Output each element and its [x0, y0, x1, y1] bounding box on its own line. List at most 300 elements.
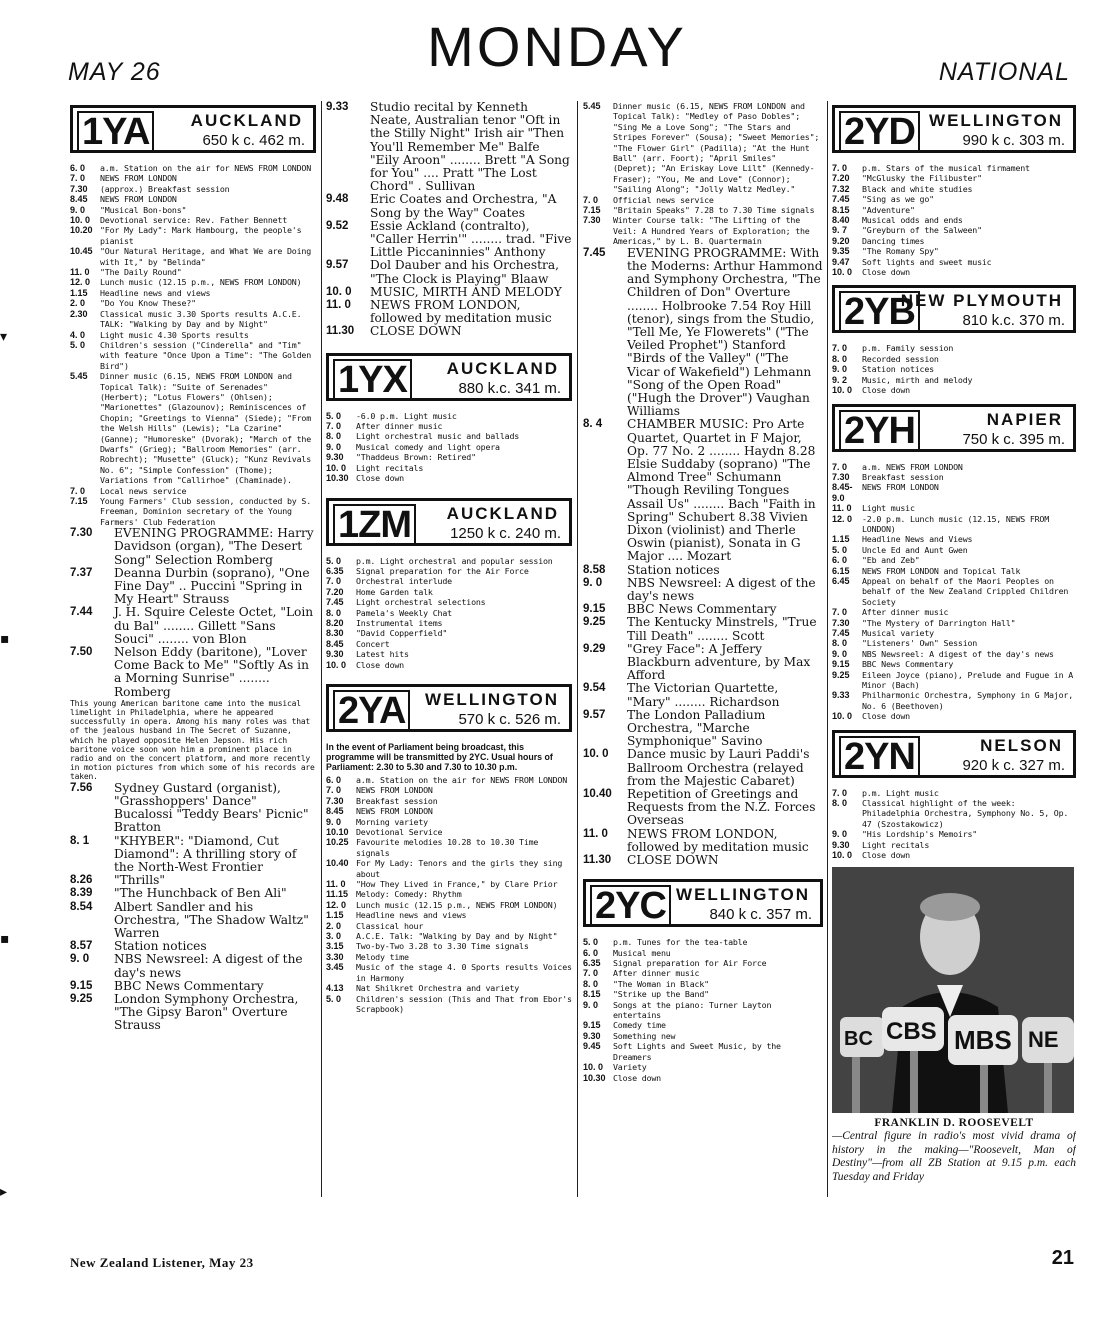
entry-time: 7.44	[70, 606, 93, 619]
entry-time: 12. 0	[70, 277, 91, 288]
schedule-entry	[70, 173, 316, 183]
schedule-entry	[70, 298, 316, 308]
schedule-2yn	[832, 788, 1076, 861]
entry-description: p.m. Light orchestral and popular session	[356, 555, 553, 566]
schedule-entry	[326, 796, 572, 806]
station-frequency: 810 k.c. 370 m.	[962, 312, 1065, 330]
schedule-entry	[832, 690, 1076, 711]
entry-description: Local news service	[100, 485, 187, 496]
mic-label: NE	[1028, 1026, 1059, 1052]
entry-time: 9.30	[832, 839, 850, 850]
entry-description: MUSIC, MIRTH AND MELODY	[370, 284, 562, 299]
schedule-entry	[326, 900, 572, 910]
schedule-entry	[583, 968, 823, 978]
schedule-entry	[326, 952, 572, 962]
station-city: AUCKLAND	[190, 111, 303, 130]
entry-description: Recorded session	[862, 353, 939, 364]
entry-description: Musical menu	[613, 947, 671, 958]
column-divider	[321, 101, 322, 1197]
entry-description: p.m. Family session	[862, 343, 954, 354]
entry-time: 6.35	[583, 958, 601, 969]
entry-time: 10.30	[326, 473, 349, 484]
entry-time: 9. 0	[583, 576, 603, 589]
entry-time: 7.45	[326, 597, 344, 608]
entry-time: 9. 0	[70, 204, 86, 215]
entry-description: Station notices	[114, 939, 207, 954]
schedule-entry	[832, 225, 1076, 235]
column-divider	[827, 101, 828, 1197]
entry-time: 6.15	[832, 565, 850, 576]
entry-description: NEWS FROM LONDON and Topical Talk	[862, 565, 1021, 576]
entry-time: 10.40	[583, 788, 612, 801]
entry-description: Signal preparation for the Air Force	[356, 565, 529, 576]
schedule-1ya-night	[326, 101, 572, 339]
entry-description: NEWS FROM LONDON, followed by meditation music	[627, 826, 809, 854]
schedule-entry	[70, 246, 316, 267]
station-header-2yh	[832, 404, 1076, 452]
schedule-entry	[326, 775, 572, 785]
entry-time: 2. 0	[326, 920, 342, 931]
entry-time: 9.35	[832, 246, 850, 257]
entry-description: After dinner music	[613, 968, 700, 979]
entry-description: Deanna Durbin (soprano), "One Fine Day" .. Puccini "Spring in My Heart" Strauss	[114, 565, 310, 607]
schedule-entry	[326, 566, 572, 576]
schedule-entry	[326, 817, 572, 827]
entry-time: 9.30	[326, 649, 344, 660]
entry-description: Close down	[356, 659, 404, 670]
schedule-entry	[70, 953, 316, 979]
schedule-entry	[832, 215, 1076, 225]
entry-time: 7. 0	[583, 968, 599, 979]
entry-time: 5.45	[583, 101, 601, 111]
margin-mark: ▾	[0, 329, 8, 345]
entry-time: 7.37	[70, 566, 93, 579]
entry-description: London Symphony Orchestra, "The Gipsy Baron" Overture Strauss	[114, 991, 299, 1033]
margin-mark: ▪	[0, 631, 10, 647]
entry-time: 7.45	[583, 246, 606, 259]
mic-label: MBS	[954, 1024, 1012, 1055]
entry-time: 9.33	[832, 690, 850, 701]
entry-description: Young Farmers' Club session, conducted by S. Freeman, Dominion secretary of the Young Farmers' Club Federation	[100, 496, 311, 527]
schedule-entry	[326, 556, 572, 566]
column-4	[832, 101, 1076, 1197]
entry-description: a.m. Station on the air for NEWS FROM LONDON	[100, 163, 311, 173]
entry-time: 3.30	[326, 951, 344, 962]
entry-time: 10. 0	[832, 850, 853, 861]
schedule-entry	[832, 462, 1076, 472]
entry-time: 8.20	[326, 617, 344, 628]
entry-time: 6. 0	[583, 947, 599, 958]
entry-description: Soft lights and sweet music	[862, 256, 992, 267]
entry-description: BBC News Commentary	[862, 659, 954, 670]
entry-time: 6. 0	[832, 555, 848, 566]
entry-description: "Thaddeus Brown: Retired"	[356, 452, 476, 463]
entry-description: Studio recital by Kenneth Neate, Australian tenor "Oft in the Stilly Night" Irish air "Then You'll Remember Me" Balfe "Eily Aroon" ........ Brett "A Song for You" .... Pratt "The Lost Chord" . Sullivan	[370, 101, 570, 194]
schedule-2yc	[583, 937, 823, 1083]
schedule-entry	[583, 205, 823, 215]
schedule-entry	[832, 163, 1076, 173]
schedule-entry	[832, 555, 1076, 565]
footer-magazine: New Zealand Listener, May 23	[70, 1255, 254, 1270]
entry-time: 7.45	[832, 194, 850, 205]
photo-caption	[832, 1117, 1076, 1185]
schedule-entry	[832, 236, 1076, 246]
schedule-entry	[70, 646, 316, 699]
entry-time: 2. 0	[70, 298, 86, 309]
entry-time: 7.15	[70, 496, 88, 506]
entry-time: 8. 0	[832, 798, 848, 809]
entry-time: 9. 7	[832, 225, 848, 236]
schedule-entry	[583, 948, 823, 958]
schedule-entry	[832, 194, 1076, 204]
schedule-entry	[326, 463, 572, 473]
schedule-entry	[70, 184, 316, 194]
entry-time: 7.30	[583, 215, 601, 226]
schedule-entry	[832, 788, 1076, 798]
entry-description: Close down	[862, 850, 910, 861]
schedule-entry	[70, 835, 316, 875]
entry-time: 7. 0	[326, 576, 342, 587]
entry-time: 7. 0	[583, 194, 599, 205]
schedule-entry	[832, 659, 1076, 669]
entry-description: "David Copperfield"	[356, 628, 448, 639]
station-call: 2YB	[839, 291, 920, 333]
schedule-2yd	[832, 163, 1076, 277]
entry-description: "The Daily Round"	[100, 267, 182, 278]
entry-description: Music of the stage 4. 0 Sports results Voices in Harmony	[356, 962, 572, 983]
schedule-entry	[583, 709, 823, 749]
entry-time: 8. 0	[326, 431, 342, 442]
entry-time: 9.45	[583, 1041, 601, 1052]
entry-description: "Strike up the Band"	[613, 989, 709, 1000]
entry-time: 9.57	[326, 259, 349, 272]
schedule-entry	[70, 486, 316, 496]
schedule-entry	[832, 618, 1076, 628]
schedule-1ya-day	[70, 163, 316, 527]
entry-description: (approx.) Breakfast session	[100, 183, 230, 194]
entry-time: 5. 0	[583, 937, 599, 948]
entry-time: 8.39	[70, 887, 93, 900]
entry-description: Songs at the piano: Turner Layton entertains	[613, 999, 772, 1021]
entry-time: 9. 0	[70, 953, 90, 966]
entry-description: a.m. NEWS FROM LONDON	[862, 461, 963, 472]
entry-description: Children's session ("Cinderella" and "Tim" with feature "Once Upon a Time": "The Golden Bird")	[100, 339, 311, 371]
entry-description: "The Romany Spy"	[862, 246, 939, 257]
entry-time: 5. 0	[326, 410, 342, 421]
entry-time: 9.54	[583, 682, 606, 695]
schedule-entry	[70, 901, 316, 941]
entry-description: Lunch music (12.15 p.m., NEWS FROM LONDON)	[100, 277, 302, 288]
schedule-entry	[832, 649, 1076, 659]
schedule-entry	[832, 829, 1076, 839]
entry-description: Black and white studies	[862, 183, 973, 194]
entry-description: Music, mirth and melody	[862, 374, 973, 385]
schedule-entry	[326, 639, 572, 649]
entry-time: 11. 0	[832, 503, 852, 514]
schedule-entry	[326, 941, 572, 951]
station-frequency: 570 k c. 526 m.	[458, 710, 561, 728]
entry-description: NEWS FROM LONDON	[356, 785, 433, 796]
parliament-note: In the event of Parliament being broadcast, this programme will be transmitted by 2YC. Usual hours of Parliament: 2.30 to 5.30 and 7.30 to 10.30 p.m.	[326, 741, 553, 772]
schedule-entry	[832, 670, 1076, 691]
entry-time: 9. 0	[326, 816, 342, 827]
station-city: NAPIER	[986, 409, 1063, 429]
entry-description: "Our Natural Heritage, and What We are Doing with It," by "Belinda"	[100, 246, 311, 267]
schedule-entry	[326, 421, 572, 431]
entry-time: 9.30	[583, 1030, 601, 1041]
entry-description: Light recitals	[862, 839, 930, 850]
entry-description: "Do You Know These?"	[100, 298, 196, 309]
schedule-entry	[326, 931, 572, 941]
schedule-entry	[326, 101, 572, 193]
schedule-entry	[583, 854, 823, 867]
entry-description: Repetition of Greetings and Requests from the N.Z. Forces Overseas	[627, 787, 816, 828]
entry-time: 11. 0	[326, 879, 346, 890]
station-call: 2YH	[839, 410, 920, 452]
entry-description: NEWS FROM LONDON	[100, 173, 177, 184]
entry-time: 9. 0	[832, 364, 848, 375]
schedule-2ya	[326, 775, 572, 1014]
schedule-entry	[832, 267, 1076, 277]
station-call: 1YA	[77, 111, 154, 153]
schedule-entry	[832, 385, 1076, 395]
entry-time: 9.33	[326, 101, 349, 113]
schedule-entry	[326, 962, 572, 983]
schedule-1yx	[326, 411, 572, 484]
station-frequency: 990 k c. 303 m.	[962, 132, 1065, 149]
roosevelt-photo	[832, 867, 1074, 1113]
entry-time: 7. 0	[832, 607, 848, 618]
schedule-entry	[326, 889, 572, 899]
schedule-entry	[832, 628, 1076, 638]
entry-description: J. H. Squire Celeste Octet, "Loin du Bal" ........ Gillett "Sans Souci" ........ von Blon	[114, 605, 314, 646]
entry-description: Musical variety	[862, 628, 934, 638]
entry-description: Children's session (This and That from Ebor's Scrapbook)	[356, 993, 572, 1014]
schedule-entry	[326, 858, 572, 879]
entry-time: 7. 0	[326, 421, 342, 432]
entry-description: Home Garden talk	[356, 586, 433, 597]
station-frequency: 880 k.c. 341 m.	[458, 379, 561, 397]
schedule-entry	[70, 567, 316, 607]
entry-description: -2.0 p.m. Lunch music (12.15, NEWS FROM LONDON)	[862, 513, 1050, 534]
entry-time: 10.10	[326, 827, 349, 837]
entry-time: 7.56	[70, 781, 93, 794]
schedule-entry	[583, 616, 823, 642]
schedule-entry	[70, 371, 316, 485]
entry-time: 9.57	[583, 708, 606, 721]
station-call: 2YA	[333, 690, 410, 732]
entry-time: 7.30	[832, 617, 850, 628]
schedule-entry	[832, 545, 1076, 555]
entry-description: BBC News Commentary	[627, 602, 777, 617]
entry-time: 7.20	[832, 173, 850, 184]
entry-time: 9. 0	[832, 648, 848, 659]
schedule-2yb	[832, 343, 1076, 395]
entry-description: Comedy time	[613, 1020, 666, 1031]
entry-time: 7.15	[583, 205, 601, 216]
schedule-2ya-evening	[583, 247, 823, 868]
entry-time: 6. 0	[70, 163, 86, 173]
entry-time: 9.25	[583, 616, 606, 629]
schedule-entry	[326, 325, 572, 338]
schedule-entry	[70, 527, 316, 567]
entry-time: 10. 0	[832, 267, 853, 278]
entry-time: 9.15	[583, 1020, 601, 1031]
entry-time: 7.32	[832, 183, 850, 194]
entry-time: 1.15	[70, 287, 88, 298]
schedule-entry	[70, 277, 316, 287]
entry-description: Instrumental items	[356, 617, 443, 628]
entry-time: 1.15	[832, 534, 850, 545]
entry-time: 9.48	[326, 193, 349, 206]
entry-description: Essie Ackland (contralto), "Caller Herrin'" ........ trad. "Five Little Piccaninnies" Anthony	[370, 218, 572, 260]
schedule-entry	[326, 837, 572, 858]
entry-time: 8. 0	[832, 638, 848, 649]
station-call: 2YD	[839, 111, 920, 153]
schedule-entry	[326, 473, 572, 483]
schedule-entry	[832, 534, 1076, 544]
entry-description: Dinner music (6.15, NEWS FROM LONDON and Topical Talk): "Medley of Paso Dobles"; "Sing Me a Love Song"; "The Stars and Stripes Forever" (Sousa); "Sweet Memories"; "The Flower Girl" (Padilla); "At the Hunt Ball" (arr. Foort); "April Smiles" (Depret); "An Eriskay Love Lilt" (Kennedy-Fraser); "You, Me and Love" (Connor); "Sailing Along"; "Jolly Waltz Medley."	[613, 101, 820, 195]
entry-time: 8.57	[70, 940, 93, 953]
schedule-entry	[832, 482, 1076, 503]
entry-description: Lunch music (12.15 p.m., NEWS FROM LONDON)	[356, 899, 558, 910]
entry-time: 7. 0	[70, 173, 86, 184]
station-header-2yb	[832, 285, 1076, 333]
entry-time: 8. 4	[583, 418, 603, 431]
entry-description: Something new	[613, 1030, 676, 1041]
caption-text: —Central figure in radio's most vivid drama of history in the making—"Roosevelt, Man of Destiny"—from all ZB Station at 9.15 p.m. each Tuesday and Friday	[832, 1130, 1076, 1183]
schedule-entry	[832, 798, 1076, 829]
schedule-entry	[583, 937, 823, 947]
entry-description: Two-by-Two 3.28 to 3.30 Time signals	[356, 941, 529, 952]
schedule-entry	[832, 576, 1076, 607]
entry-time: 7. 0	[832, 163, 848, 173]
column-divider	[577, 101, 578, 1197]
entry-time: 10. 0	[70, 215, 91, 226]
entry-description: Light recitals	[356, 462, 424, 473]
station-frequency: 920 k c. 327 m.	[962, 756, 1065, 774]
entry-description: Eric Coates and Orchestra, "A Song by the Way" Coates	[370, 192, 557, 220]
schedule-entry	[832, 257, 1076, 267]
entry-description: Uncle Ed and Aunt Gwen	[862, 544, 968, 555]
schedule-entry	[583, 828, 823, 854]
entry-description: Breakfast session	[356, 795, 438, 806]
entry-description: Close down	[613, 1072, 661, 1083]
station-call: 2YC	[590, 885, 671, 927]
schedule-entry	[583, 788, 823, 828]
schedule-2ya-dinner	[583, 101, 823, 247]
entry-time: 6.45	[832, 575, 850, 586]
schedule-entry	[70, 163, 316, 173]
entry-time: 7.30	[70, 183, 88, 194]
entry-description: Melody: Comedy: Rhythm	[356, 889, 462, 900]
schedule-entry	[70, 980, 316, 993]
schedule-entry	[583, 101, 823, 195]
entry-description: Musical odds and ends	[862, 215, 963, 226]
mic-label: BC	[844, 1027, 873, 1050]
schedule-entry	[70, 340, 316, 371]
entry-time: 5. 0	[832, 544, 848, 555]
schedule-entry	[832, 354, 1076, 364]
entry-time: 9.30	[326, 452, 344, 463]
entry-description: Headline News and Views	[862, 534, 973, 545]
entry-description: "For My Lady": Mark Hambourg, the people's pianist	[100, 225, 302, 246]
entry-description: CHAMBER MUSIC: Pro Arte Quartet, Quartet in F Major, Op. 77 No. 2 ........ Haydn 8.28 Elsie Suddaby (soprano) "The Almond Tree" Schumann "Though Reviling Tongues Assail Us" ........ Bach "Faith in Spring" Schubert 8.38 Vivien Dixon (violinist) and Therle Oswin (pianist), Sonata in G Major .... Mozart	[627, 417, 816, 564]
entry-time: 10. 0	[326, 285, 352, 298]
entry-description: NEWS FROM LONDON	[356, 806, 433, 817]
schedule-entry	[832, 840, 1076, 850]
entry-time: 5. 0	[326, 555, 342, 566]
entry-description: The Victorian Quartette, "Mary" ........ Richardson	[627, 681, 780, 709]
entry-description: Light orchestral selections	[356, 597, 486, 608]
schedule-entry	[70, 330, 316, 340]
entry-description: "Adventure"	[862, 204, 915, 215]
entry-time: 7. 0	[832, 461, 848, 472]
entry-description: "KHYBER": "Diamond, Cut Diamond": A thrilling story of the North-West Frontier	[114, 833, 297, 874]
schedule-entry	[326, 910, 572, 920]
schedule-entry	[326, 785, 572, 795]
entry-description: Philharmonic Orchestra, Symphony in G Major, No. 6 (Beethoven)	[862, 690, 1073, 711]
entry-description: NBS Newsreel: A digest of the day's news	[862, 648, 1054, 659]
entry-time: 7.20	[326, 586, 344, 597]
entry-description: "Thrills"	[114, 873, 165, 888]
entry-description: Variety	[613, 1062, 647, 1073]
schedule-entry	[832, 566, 1076, 576]
schedule-entry	[326, 587, 572, 597]
schedule-entry	[326, 921, 572, 931]
entry-description: Morning variety	[356, 816, 428, 827]
schedule-entry	[326, 660, 572, 670]
entry-time: 3. 0	[326, 931, 342, 942]
entry-description: "The Woman in Black"	[613, 978, 709, 989]
schedule-entry	[583, 1062, 823, 1072]
entry-description: Orchestral interlude	[356, 576, 452, 587]
station-header-1ya	[70, 105, 316, 153]
entry-time: 3.15	[326, 941, 344, 952]
entry-description: NEWS FROM LONDON, followed by meditation music	[370, 298, 552, 326]
network-label: NATIONAL	[938, 58, 1070, 86]
schedule-2yh	[832, 462, 1076, 722]
schedule-entry	[326, 576, 572, 586]
entry-time: 9.15	[832, 659, 850, 670]
entry-description: Nat Shilkret Orchestra and variety	[356, 983, 520, 994]
entry-time: 7. 0	[832, 787, 848, 798]
entry-description: Devotional service: Rev. Father Bennett	[100, 215, 288, 226]
schedule-entry	[832, 184, 1076, 194]
entry-description: Light music	[862, 503, 915, 514]
entry-description: NBS Newsreel: A digest of the day's news	[114, 952, 303, 980]
entry-description: Devotional Service	[356, 827, 443, 837]
station-city: AUCKLAND	[446, 358, 559, 378]
entry-time: 11. 0	[583, 827, 608, 840]
schedule-entry	[832, 364, 1076, 374]
entry-description: Dol Dauber and his Orchestra, "The Clock is Playing" Blaaw	[370, 258, 559, 286]
schedule-entry	[70, 496, 316, 527]
entry-time: 9. 0	[583, 999, 599, 1010]
schedule-entry	[583, 979, 823, 989]
schedule-1ya-evening	[70, 527, 316, 699]
schedule-entry	[583, 1041, 823, 1062]
entry-description: "Britain Speaks" 7.28 to 7.30 Time signals	[613, 205, 815, 216]
entry-time: 8. 1	[70, 834, 90, 847]
schedule-entry	[583, 1031, 823, 1041]
margin-mark: ▪	[0, 931, 10, 947]
entry-description: Dance music by Lauri Paddi's Ballroom Orchestra (relayed from the Majestic Cabaret)	[627, 747, 810, 788]
schedule-entry	[583, 215, 823, 246]
entry-description: After dinner music	[862, 607, 949, 618]
schedule-entry	[326, 220, 572, 260]
station-call: 1ZM	[333, 504, 416, 546]
